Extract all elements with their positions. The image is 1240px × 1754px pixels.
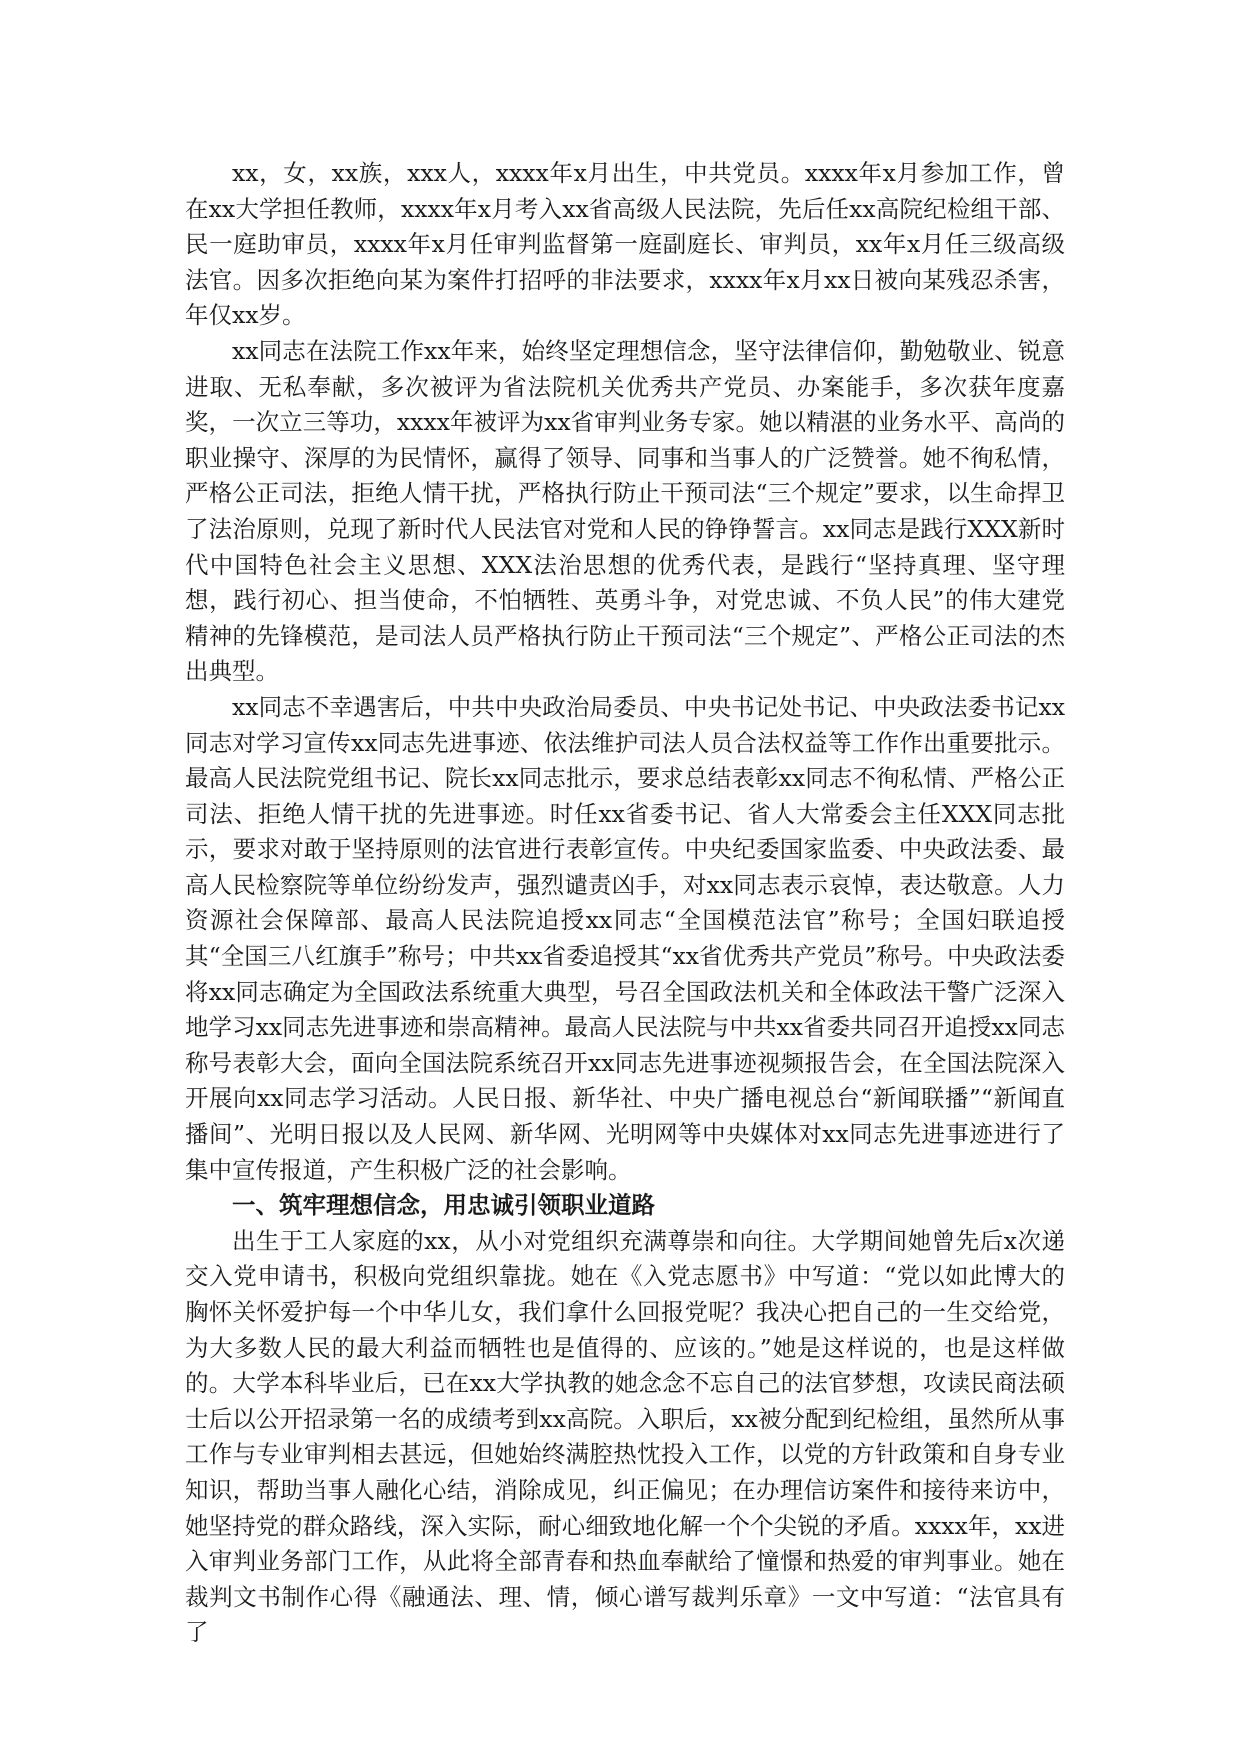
intro-paragraph-1: xx，女，xx族，xxx人，xxxx年x月出生，中共党员。xxxx年x月参加工作，曾在xx大学担任教师，xxxx年x月考入xx省高级人民法院，先后任xx高院纪检组干部、民一庭助审员，xxxx年x月任审判监督第一庭副庭长、审判员，xx年x月任三级高级法官。因多次拒绝向某为案件打招呼的非法要求，xxxx年x月xx日被向某残忍杀害，年仅xx岁。 [185, 159, 1065, 330]
section-heading-1: 一、筑牢理想信念，用忠诚引领职业道路 [232, 1191, 655, 1220]
intro-paragraph-3: xx同志不幸遇害后，中共中央政治局委员、中央书记处书记、中央政法委书记xx同志对学习宣传xx同志先进事迹、依法维护司法人员合法权益等工作作出重要批示。最高人民法院党组书记、院长xx同志批示，要求总结表彰xx同志不徇私情、严格公正司法、拒绝人情干扰的先进事迹。时任xx省委书记、省人大常委会主任XXX同志批示，要求对敢于坚持原则的法官进行表彰宣传。中央纪委国家监委、中央政法委、最高人民检察院等单位纷纷发声，强烈谴责凶手，对xx同志表示哀悼，表达敬意。人力资源社会保障部、最高人民法院追授xx同志“全国模范法官”称号；全国妇联追授其“全国三八红旗手”称号；中共xx省委追授其“xx省优秀共产党员”称号。中央政法委将xx同志确定为全国政法系统重大典型，号召全国政法机关和全体政法干警广泛深入地学习xx同志先进事迹和崇高精神。最高人民法院与中共xx省委共同召开追授xx同志称号表彰大会，面向全国法院系统召开xx同志先进事迹视频报告会，在全国法院深入开展向xx同志学习活动。人民日报、新华社、中央广播电视总台“新闻联播”“新闻直播间”、光明日报以及人民网、新华网、光明网等中央媒体对xx同志先进事迹进行了集中宣传报道，产生积极广泛的社会影响。 [185, 692, 1065, 1184]
intro-paragraph-2: xx同志在法院工作xx年来，始终坚定理想信念，坚守法律信仰，勤勉敬业、锐意进取、无私奉献，多次被评为省法院机关优秀共产党员、办案能手，多次获年度嘉奖，一次立三等功，xxxx年被评为xx省审判业务专家。她以精湛的业务水平、高尚的职业操守、深厚的为民情怀，赢得了领导、同事和当事人的广泛赞誉。她不徇私情，严格公正司法，拒绝人情干扰，严格执行防止干预司法“三个规定”要求，以生命捍卫了法治原则，兑现了新时代人民法官对党和人民的铮铮誓言。xx同志是践行XXX新时代中国特色社会主义思想、XXX法治思想的优秀代表，是践行“坚持真理、坚守理想，践行初心、担当使命，不怕牺牲、英勇斗争，对党忠诚、不负人民”的伟大建党精神的先锋模范，是司法人员严格执行防止干预司法“三个规定”、严格公正司法的杰出典型。 [185, 336, 1065, 686]
section-1-paragraph: 出生于工人家庭的xx，从小对党组织充满尊崇和向往。大学期间她曾先后x次递交入党申请书，积极向党组织靠拢。她在《入党志愿书》中写道：“党以如此博大的胸怀关怀爱护每一个中华儿女，我们拿什么回报党呢？我决心把自己的一生交给党，为大多数人民的最大利益而牺牲也是值得的、应该的。”她是这样说的，也是这样做的。大学本科毕业后，已在xx大学执教的她念念不忘自己的法官梦想，攻读民商法硕士后以公开招录第一名的成绩考到xx高院。入职后，xx被分配到纪检组，虽然所从事工作与专业审判相去甚远，但她始终满腔热忱投入工作，以党的方针政策和自身专业知识，帮助当事人融化心结，消除成见，纠正偏见；在办理信访案件和接待来访中，她坚持党的群众路线，深入实际，耐心细致地化解一个个尖锐的矛盾。xxxx年，xx进入审判业务部门工作，从此将全部青春和热血奉献给了憧憬和热爱的审判事业。她在裁判文书制作心得《融通法、理、情，倾心谱写裁判乐章》一文中写道：“法官具有了 [185, 1226, 1065, 1647]
document-page [185, 156, 1065, 1651]
